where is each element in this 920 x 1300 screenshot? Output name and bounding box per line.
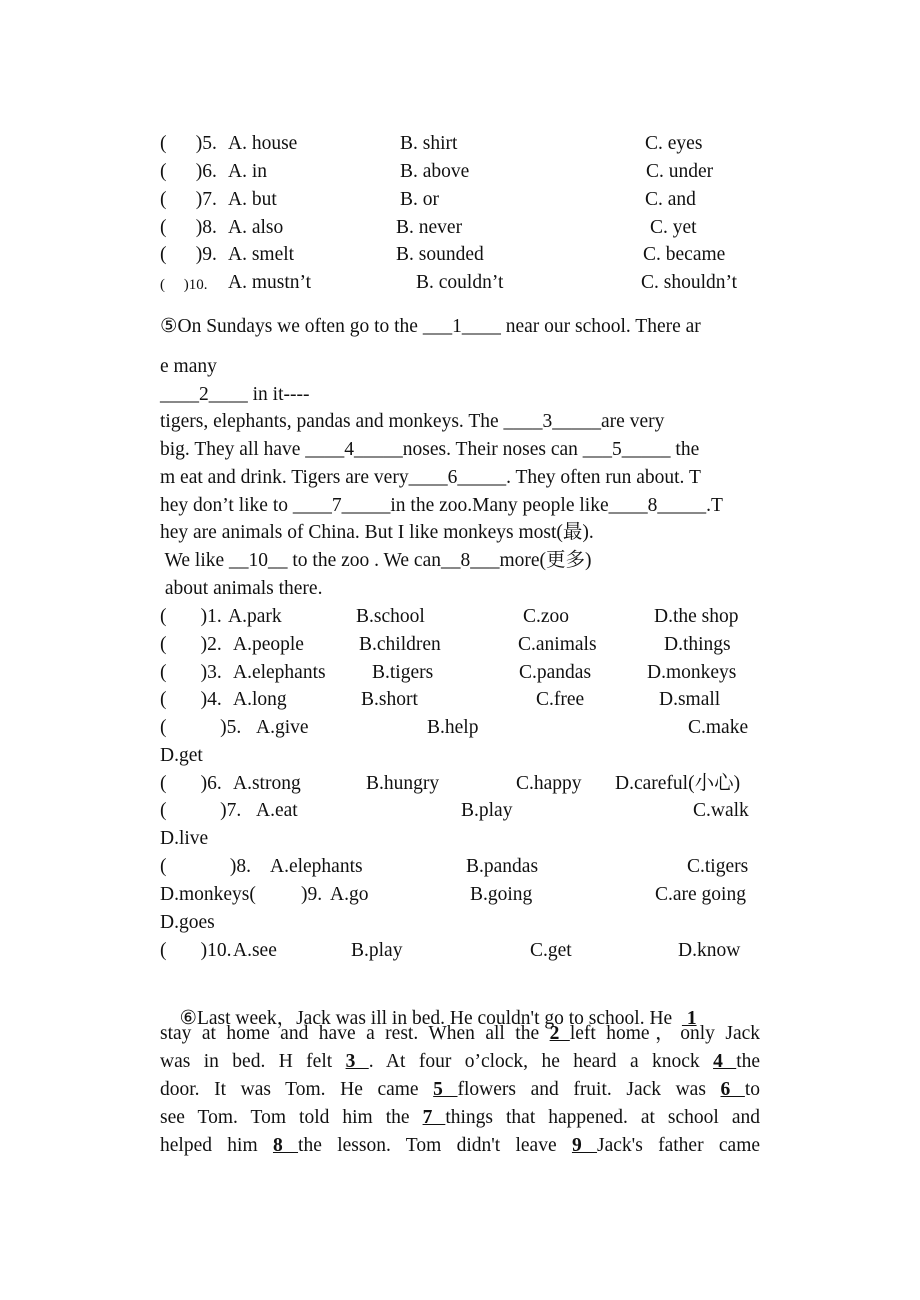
answer-paren: ( )2. [160, 634, 222, 655]
passage-text: flowers and fruit. Jack was [457, 1079, 706, 1100]
passage-text: see Tom. Tom told him the [160, 1107, 410, 1128]
passage-text: the lesson. Tom didn't leave [298, 1135, 557, 1156]
option-a: A.give [256, 717, 309, 738]
option-d: D.know [678, 940, 741, 961]
option-c: C. eyes [645, 133, 703, 154]
passage-line: hey are animals of China. But I like monkeys most(最). [160, 522, 594, 543]
option-b: B.tigers [372, 662, 434, 683]
answer-paren: ( )10. [160, 940, 232, 961]
answer-paren: ( )1. [160, 606, 222, 627]
option-d: D.get [160, 745, 203, 766]
blank-7: 7 [422, 1107, 446, 1128]
option-c: C.walk [693, 800, 749, 821]
option-d: D.careful(小心) [615, 773, 741, 794]
option-d: D.things [664, 634, 731, 655]
answer-paren: ( )6. [160, 161, 217, 182]
passage-line: m eat and drink. Tigers are very____6_____. They often run about. T [160, 467, 701, 488]
answer-paren: ( )5. [160, 133, 217, 154]
option-a: A. house [228, 133, 298, 154]
option-c: C.animals [518, 634, 597, 655]
option-a: A.go [330, 884, 369, 905]
option-b: B. or [400, 189, 439, 210]
option-a: A.long [233, 689, 287, 710]
passage-line: about animals there. [160, 578, 323, 599]
option-c: C.zoo [523, 606, 570, 627]
option-b: B.hungry [366, 773, 440, 794]
passage-line [160, 1050, 760, 1074]
answer-paren: ( )10. [160, 277, 208, 293]
answer-paren: ( )9. [160, 244, 217, 265]
answer-paren: ( )3. [160, 662, 222, 683]
blank-5: 5 [433, 1079, 458, 1100]
option-b: B.school [356, 606, 425, 627]
passage-line: tigers, elephants, pandas and monkeys. The ____3_____are very [160, 411, 665, 432]
blank-8: 8 [272, 1135, 299, 1156]
option-a: A.elephants [270, 856, 363, 877]
option-b: B.children [359, 634, 441, 655]
option-b: B.pandas [466, 856, 539, 877]
option-b: B. never [396, 217, 463, 238]
option-a: A. in [228, 161, 267, 182]
blank-1: 1 [681, 1008, 697, 1029]
passage-text: the [736, 1051, 761, 1072]
passage-text: door. It was Tom. He came [160, 1079, 419, 1100]
option-c: C.free [536, 689, 585, 710]
option-b: B.short [361, 689, 418, 710]
option-d: D.monkeys [647, 662, 737, 683]
option-a: A. but [228, 189, 277, 210]
answer-paren: ( )7. [160, 189, 217, 210]
option-b: B.play [461, 800, 513, 821]
passage-text: stay at home and have a rest. When all the [160, 1023, 540, 1044]
passage-line [160, 1134, 760, 1158]
option-d: D.goes [160, 912, 215, 933]
passage-line: ____2____ in it---- [160, 384, 310, 405]
option-c: C. under [646, 161, 714, 182]
passage-line [160, 1078, 760, 1102]
option-a: A.people [233, 634, 304, 655]
option-c: C.tigers [687, 856, 749, 877]
option-c: C.happy [516, 773, 582, 794]
passage-text: Jack's father came [597, 1135, 761, 1156]
passage-text: to [744, 1079, 761, 1100]
option-b: B. couldn’t [416, 272, 504, 293]
passage-text: . At four o’clock, he heard a knock [368, 1051, 700, 1072]
passage-text: left home，only Jack [569, 1023, 761, 1044]
option-b: B. above [400, 161, 470, 182]
blank-9: 9 [571, 1135, 598, 1156]
option-c: C.pandas [519, 662, 592, 683]
passage-line: e many [160, 356, 217, 377]
option-b: B.going [470, 884, 533, 905]
option-c: C. shouldn’t [641, 272, 738, 293]
blank-6: 6 [720, 1079, 745, 1100]
option-b: B.help [427, 717, 479, 738]
blank-2: 2 [549, 1023, 570, 1044]
option-a: A.see [233, 940, 277, 961]
answer-paren: ( )5. [160, 717, 242, 738]
answer-paren: )9. [262, 884, 323, 905]
option-a: A. mustn’t [228, 272, 312, 293]
option-b: B. sounded [396, 244, 484, 265]
option-d: D.live [160, 828, 209, 849]
blank-4: 4 [713, 1051, 737, 1072]
passage-text: things that happened. at school and [445, 1107, 761, 1128]
passage-line [160, 1106, 760, 1130]
option-c: C.are going [655, 884, 746, 905]
option-a: A.park [228, 606, 282, 627]
answer-paren: ( )8. [160, 856, 251, 877]
option-b: B. shirt [400, 133, 458, 154]
passage-text: was in bed. H felt [160, 1051, 333, 1072]
passage-line: big. They all have ____4_____noses. Their noses can ___5_____ the [160, 439, 700, 460]
answer-paren: ( )6. [160, 773, 222, 794]
option-d: D.the shop [654, 606, 739, 627]
option-a: A. smelt [228, 244, 295, 265]
option-b: B.play [351, 940, 403, 961]
option-a: A.strong [233, 773, 301, 794]
option-c: C. yet [650, 217, 697, 238]
option-a: A. also [228, 217, 284, 238]
option-c: C. and [645, 189, 696, 210]
option-a: A.elephants [233, 662, 326, 683]
answer-paren: ( )8. [160, 217, 217, 238]
option-d: D.monkeys( [160, 884, 256, 905]
answer-paren: ( )7. [160, 800, 242, 821]
option-c: C.get [530, 940, 572, 961]
option-a: A.eat [256, 800, 298, 821]
passage-text: helped him [160, 1135, 258, 1156]
blank-3: 3 [345, 1051, 369, 1072]
option-c: C. became [643, 244, 726, 265]
passage-line [160, 1022, 760, 1046]
passage-text: ⑥Last week，Jack was ill in bed. He couldn't go to school. He [179, 1008, 673, 1029]
answer-paren: ( )4. [160, 689, 222, 710]
passage-line: We like __10__ to the zoo . We can__8___more(更多) [160, 550, 592, 571]
passage-line: ⑤On Sundays we often go to the ___1____ near our school. There ar [160, 316, 701, 337]
option-c: C.make [688, 717, 749, 738]
passage-line: hey don’t like to ____7_____in the zoo.Many people like____8_____.T [160, 495, 723, 516]
option-d: D.small [659, 689, 721, 710]
